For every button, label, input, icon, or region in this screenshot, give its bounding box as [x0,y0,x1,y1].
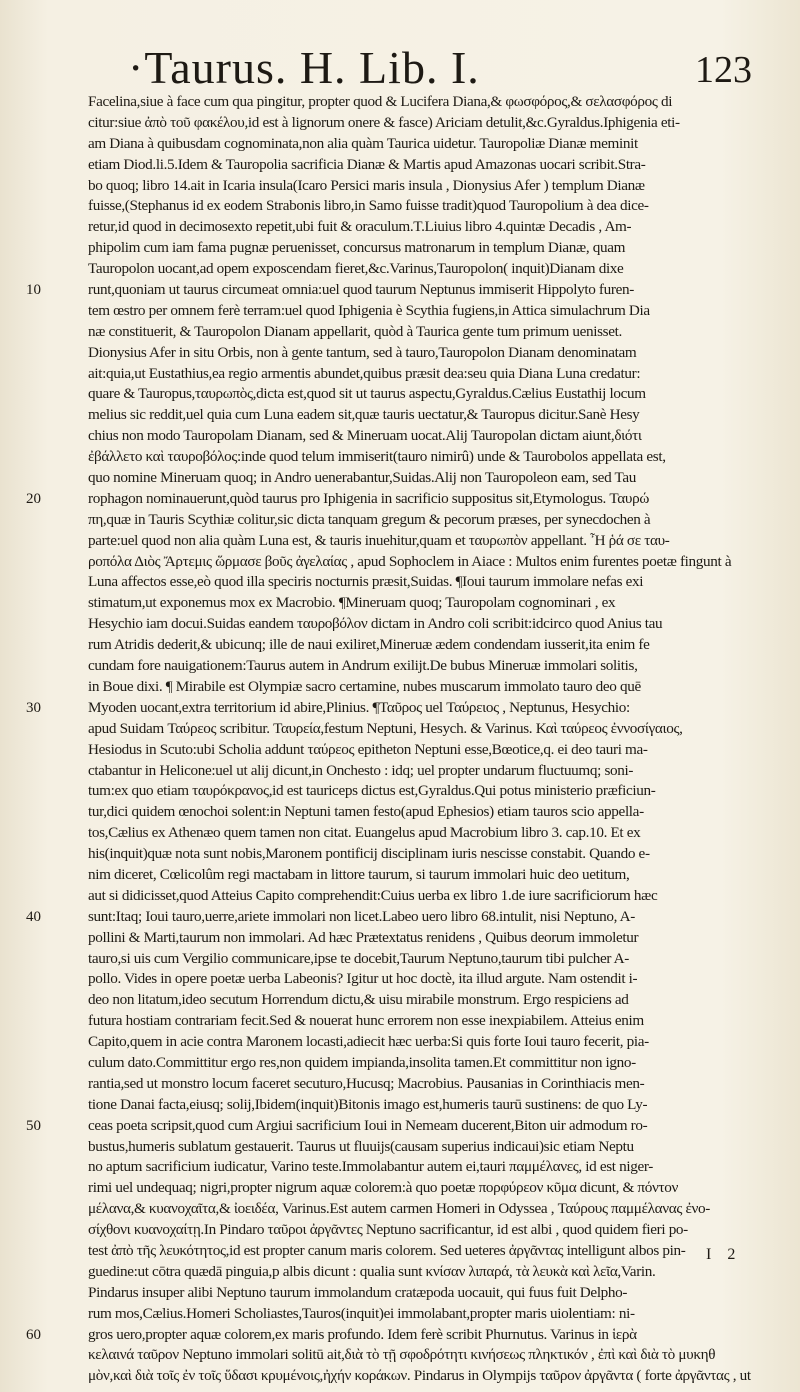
text-line: fuisse,(Stephanus id ex eodem Strabonis libro,in Samo fuisse tradit)quod Tauropolium à dea dice- [88,197,649,215]
text-line: bo quoq; libro 14.ait in Icaria insula(Icaro Persici maris insula , Dionysius Afer ) templum Dianæ [88,176,645,194]
text-line: pollo. Vides in opere poetæ uerba Labeonis? Igitur ut hoc doctè, ita illud argute. Nam ostendit i- [88,970,638,988]
text-line: sunt:Itaq; Ioui tauro,uerre,ariete immolari non licet.Labeo uero libro 68.intulit, nisi Neptuno, A- [88,907,635,925]
text-line: Dionysius Afer in situ Orbis, non à gente tantum, sed à tauro,Tauropolon Dianam denominatam [88,343,637,361]
text-line: Luna affectos esse,eò quod illa speciris nocturnis præsit,Suidas. ¶Ioui taurum immolare nefas exi [88,573,644,591]
text-line: πη,quæ in Tauris Scythiæ colitur,sic dicta tanquam gregum & pecorum præses, per synecdochen à [88,510,651,528]
text-line: runt,quoniam ut taurus circumeat omnia:uel quod taurum Neptunus immiserit Hippolyto furen- [88,281,634,299]
text-line: deo non litatum,ideo secutum Horrendum dictu,& uisu mirabile monstrum. Ergo respiciens ad [88,991,629,1009]
line-number-40: 40 [26,909,41,925]
text-line: μέλανα,& κυανοχαῖτα,& ἰοειδέα, Varinus.Est autem carmen Homeri in Odyssea , Ταύρους παμμέλανας ἐνο- [88,1200,710,1218]
text-line: Facelina,siue à face cum qua pingitur, propter quod & Lucifera Diana,& φωσφόρος,& σελασφόρος di [88,93,673,110]
text-line: rimi uel undequaq; nigri,propter nigrum aquæ colorem:à quo poetæ πορφύρεον κῦμα dicunt, & πόντον [88,1179,679,1197]
text-line: tem œstro per omnem ferè terram:uel quod Iphigenia è Scythia fugiens,in Attica simulachrum Dia [88,301,650,319]
text-line: σίχθονι κυανοχαίτῃ.In Pindaro ταῦροι ἀργᾶντες Neptuno sacrificantur, id est albi , quod quidem fieri po- [88,1221,688,1239]
text-line: Capito,quem in acie contra Maronem locasti,adiecit hæc uerba:Si quis forte Ioui tauro fecerit, pia- [88,1033,649,1051]
line-number-20: 20 [26,491,41,507]
text-line: parte:uel quod non alia quàm Luna est, & tauris inuehitur,quam et ταυρωπὸν appellant. Ἦ ῥά σε ταυ- [88,531,670,549]
text-line: cundam fore nauigationem:Taurus autem in Andrum exilijt.De bubus Mineruæ immolari solitis, [88,657,638,675]
text-line: chius non modo Tauropolam Dianam, sed & Mineruam uocat.Alij Tauropolan dictam aiunt,διότι [88,427,642,445]
text-line: Pindarus insuper alibi Neptuno taurum immolandum cratæpoda uocauit, qui fuus fuit Delpho- [88,1283,628,1301]
text-line: quo nomine Mineruam quoq; in Andro uenerabantur,Suidas.Alij non Tauropoleon eam, sed Tau [88,469,636,487]
text-line: nim diceret, Cœlicolûm regi mactabam in littore taurum, si taurum immolari huic deo uetitum, [88,865,630,883]
text-line: pollini & Marti,taurum non immolari. Ad hæc Prætextatus renidens , Quibus deorum immoletur [88,928,639,946]
text-line: bustus,humeris sublatum gestauerit. Taurus ut fluuijs(causam superius indicaui)sic etiam Neptu [88,1137,634,1155]
text-line: culum dato.Committitur ergo res,non quidem impianda,insolita tamen.Et committitur non igno- [88,1053,636,1071]
text-line: ctabantur in Helicone:uel ut alij dicunt,in Onchesto : idq; uel propter undarum fluctuumq; soni- [88,761,634,779]
text-line: tum:ex quo etiam ταυρόκρανος,id est tauriceps dictus est,Gyraldus.Qui potus ministerio præficiun- [88,782,656,800]
running-head: ·Taurus. H. Lib. I. [128,42,480,93]
text-line: etiam Diod.li.5.Idem & Tauropolia sacrificia Dianæ & Martis apud Amazonas uocari scribit.Stra- [88,155,646,173]
text-line: Hesiodus in Scuto:ubi Scholia addunt ταύρεος epitheton Neptuni esse,Bœotice,q. ei deo tauri ma- [88,740,648,758]
text-line: apud Suidam Ταύρεος scribitur. Ταυρεία,festum Neptuni, Hesych. & Varinus. Καὶ ταύρεος ἐννοσίγαιος, [88,719,683,737]
text-line: quare & Tauropus,ταυρωπὸς,dicta est,quod sit ut taurus aspectu,Gyraldus.Cælius Eustathij locum [88,385,646,403]
text-line: am Diana à quibusdam cognominata,non alia quàm Taurica uidetur. Tauropoliæ Dianæ meminit [88,134,638,152]
text-line: ait:quia,ut Eustathius,ea regio armentis abundet,quibus præsit dea:seu quia Diana Luna credatur: [88,364,641,382]
text-line: in Boue dixi. ¶ Mirabile est Olympiæ sacro certamine, nubes muscarum immolato tauro deo quē [88,677,641,695]
text-line: rantia,sed ut monstro locum faceret secuturo,Hucusq; Macrobius. Pausanias in Corinthiacis men- [88,1074,645,1092]
text-line: gros uero,propter aquæ colorem,ex maris profundo. Idem ferè scribit Phurnutus. Varinus in ἱερὰ [88,1325,637,1343]
text-line: tos,Cælius ex Athenæo quem tamen non citat. Euangelus apud Macrobium libro 3. cap.10. Et ex [88,824,641,842]
text-line: his(inquit)quæ nota sunt nobis,Maronem pontificij disciplinam iuris nescisse constabit. Quando e- [88,845,650,863]
text-line: μὸν,καὶ διὰ τοῖς ἐν τοῖς ὕδασι κρυμένοις,ἠχήν κοράκων. Pindarus in Olympijs ταῦρον ἀργᾶντα ( forte ἀργᾶντας , ut [88,1367,751,1385]
line-number-10: 10 [26,282,41,298]
text-line: retur,id quod in decimosexto repetit,ubi fuit & oraculum.T.Liuius libro 4.quintæ Decadis , Am- [88,218,632,236]
signature-mark: I 2 [706,1246,742,1263]
text-line: rophagon nominauerunt,quòd taurus pro Iphigenia in sacrificio suppositus sit,Etymologus. Ταυρώ [88,489,649,507]
text-line: tione Danai facta,eiusq; solij,Ibidem(inquit)Bitonis imago est,humeris taurū sustinens: de quo Ly- [88,1095,648,1113]
text-line: rum Atridis dederit,& ubicunq; ille de naui exiliret,Mineruæ ædem condendam iusserit,ita enim fe [88,636,650,654]
text-line: test ἀπὸ τῆς λευκότητος,id est propter canum maris colorem. Sed ueteres ἀργᾶντας intelligunt albos pin- [88,1241,686,1259]
text-line: futura hostiam contrariam fecit.Sed & nouerat hunc errorem non esse inexpiabilem. Atteius enim [88,1012,644,1030]
text-line: phipolim cum iam fama pugnæ peruenisset, concursus matronarum in templum Dianæ, quam [88,239,626,257]
line-number-50: 50 [26,1118,41,1134]
text-line: citur:siue ἀπὸ τοῦ φακέλου,id est à lignorum onere & fasce) Ariciam detulit,&c.Gyraldus.Iphigenia eti- [88,113,680,131]
text-line: tur,dici quidem œnochoi solent:in Neptuni tamen festo(apud Ephesios) etiam tauros scio appella- [88,803,644,821]
text-line: no aptum sacrificium iudicatur, Varino teste.Immolabantur autem ei,tauri παμμέλανες, id est niger- [88,1158,653,1176]
text-line: rum mos,Cælius.Homeri Scholiastes,Tauros(inquit)ei immolabant,propter maris uiolentiam: ni- [88,1304,635,1322]
text-line: stimatum,ut exponemus mox ex Macrobio. ¶Mineruam quoq; Tauropolam cognominari , ex [88,594,616,612]
text-line: næ constituerit, & Tauropolon Dianam appellarit, quòd à Taurica gente tum primum uenisset. [88,322,622,340]
text-line: ἐβάλλετο καὶ ταυροβόλος:inde quod telum immiserit(tauro nimirû) unde & Taurobolos appellata est, [88,448,666,466]
text-line: ροπόλα Διὸς Ἄρτεμις ὥρμασε βοῦς ἀγελαίας , apud Sophoclem in Aiace : Multos enim furentes poetæ fingunt à [88,552,732,570]
line-number-60: 60 [26,1327,41,1343]
body-text [88,92,778,1387]
text-line: Hesychio iam docui.Suidas eandem ταυροβόλον dictam in Andro coli scribit:idcirco quod Anius tau [88,615,663,633]
text-line: aut si didicisset,quod Atteius Capito comprehendit:Cuius uerba ex libro 1.de iure sacrificiorum hæc [88,886,658,904]
text-line: Tauropolon uocant,ad opem exposcendam fieret,&c.Varinus,Tauropolon( inquit)Dianam dixe [88,260,624,278]
text-line: ceas poeta scripsit,quod cum Argiui sacrificium Ioui in Nemeam ducerent,Biton uir admodum ro- [88,1116,648,1134]
text-line: κελαινά ταῦρον Neptuno immolari solitū ait,διὰ τὸ τῇ σφοδρότητι κινήσεως πληκτικόν , ἐπὶ καὶ διὰ τὸ μυκηθ [88,1346,716,1364]
text-line: guedine:ut cōtra quædā pinguia,p albis dicunt : qualia sunt κνίσαν λιπαρά, τὰ λευκὰ καὶ λεῖα,Varin. [88,1262,656,1280]
text-line: melius sic reddit,uel quia cum Luna eadem sit,quæ tauris uectatur,& Tauropus dicitur.Sanè Hesy [88,406,640,424]
text-line: Myoden uocant,extra territorium id abire,Plinius. ¶Ταῦρος uel Ταύρειος , Neptunus, Hesychio: [88,698,630,716]
page-header [0,38,800,98]
text-line: tauro,si uis cum Vergilio communicare,ipse te docebit,Taurum Neptuno,taurum tibi pulcher A- [88,949,629,967]
page-number: 123 [695,49,752,91]
line-number-30: 30 [26,700,41,716]
